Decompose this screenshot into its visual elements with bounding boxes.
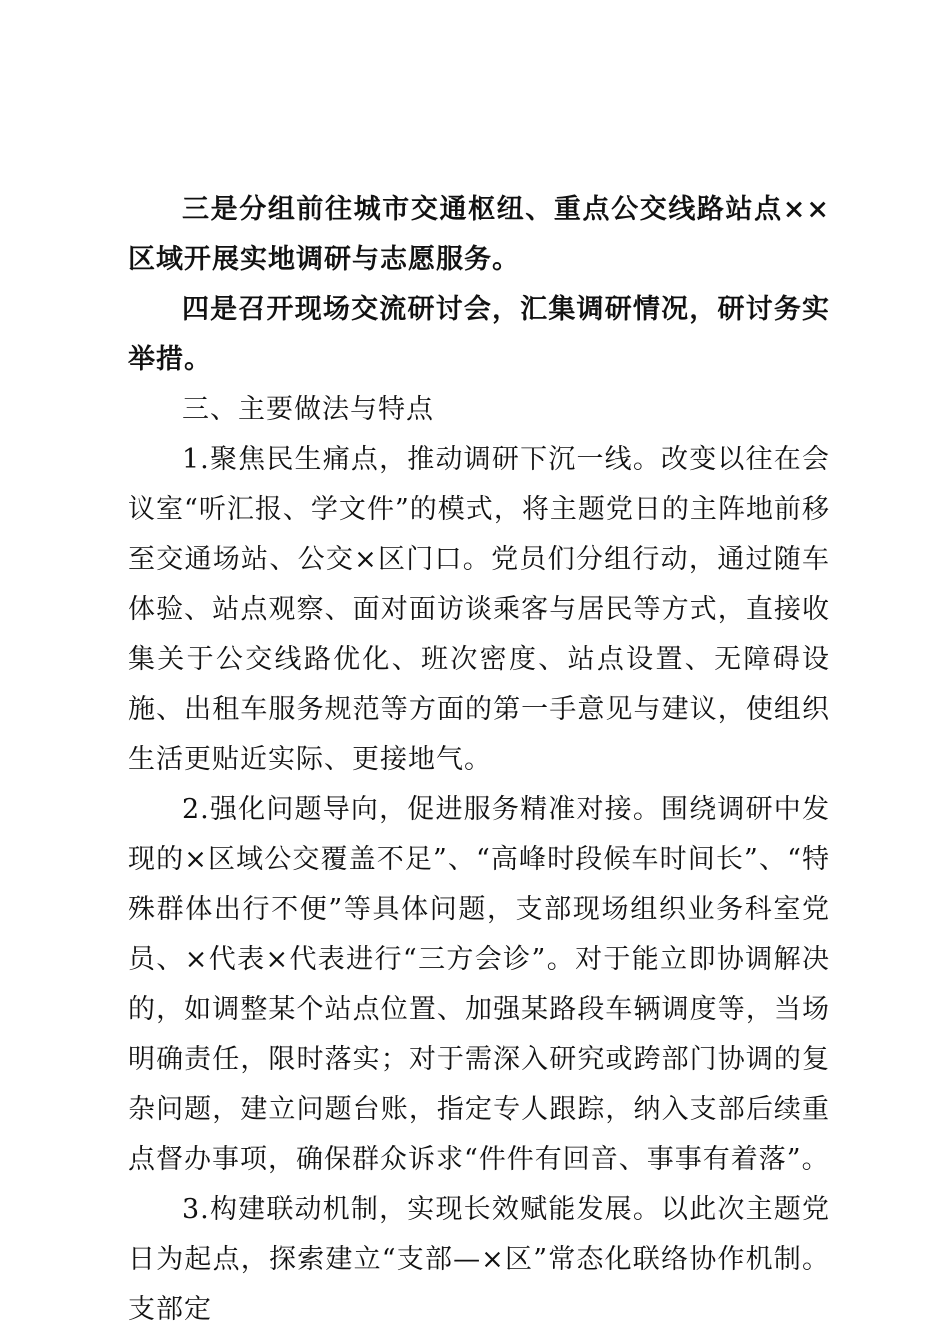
paragraph-point-three: 三是分组前往城市交通枢纽、重点公交线路站点××区域开展实地调研与志愿服务。	[128, 194, 830, 275]
paragraph-item-1: 1.聚焦民生痛点，推动调研下沉一线。改变以往在会议室“听汇报、学文件”的模式，将主题党日的主阵地前移至交通场站、公交×区门口。党员们分组行动，通过随车体验、站点观察、面对面访谈乘客与居民等方式，直接收集关于公交线路优化、班次密度、站点设置、无障碍设施、出租车服务规范等方面的第一手意见与建议，使组织生活更贴近实际、更接地气。	[128, 444, 830, 775]
paragraph-item-2: 2.强化问题导向，促进服务精准对接。围绕调研中发现的×区域公交覆盖不足”、“高峰时段候车时间长”、“特殊群体出行不便”等具体问题，支部现场组织业务科室党员、×代表×代表进行“三方会诊”。对于能立即协调解决的，如调整某个站点位置、加强某路段车辆调度等，当场明确责任，限时落实；对于需深入研究或跨部门协调的复杂问题，建立问题台账，指定专人跟踪，纳入支部后续重点督办事项，确保群众诉求“件件有回音、事事有着落”。	[128, 794, 830, 1175]
paragraph-item-3: 3.构建联动机制，实现长效赋能发展。以此次主题党日为起点，探索建立“支部—×区”常态化联络协作机制。支部定	[128, 1194, 830, 1325]
section-heading: 三、主要做法与特点	[182, 394, 434, 425]
paragraph-point-four: 四是召开现场交流研讨会，汇集调研情况，研讨务实举措。	[128, 294, 830, 375]
document-body	[128, 185, 830, 1335]
